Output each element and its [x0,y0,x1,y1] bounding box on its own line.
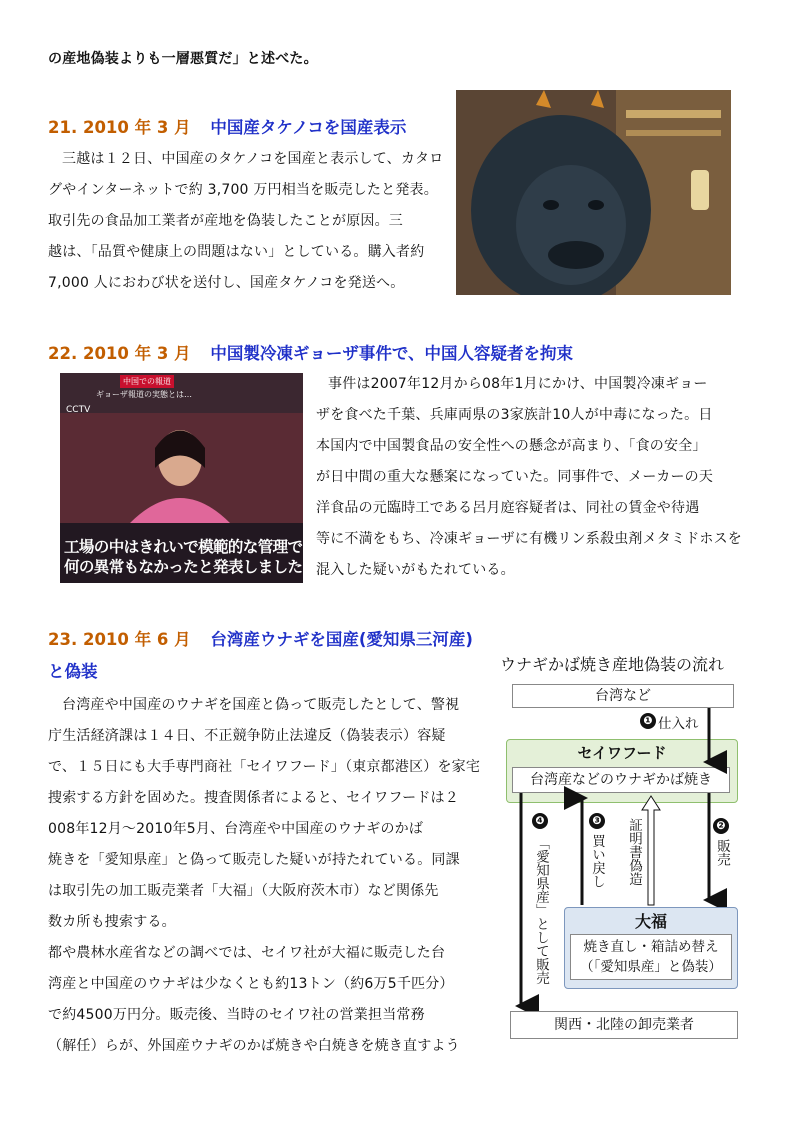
eel-fraud-flow-diagram [498,650,760,1050]
diagram-title: ウナギかば焼き産地偽装の流れ [500,655,725,674]
origin-label: 台湾など [595,688,651,704]
step4-label: 「愛知県産」として販売 [533,836,549,985]
company-name: セイワフード [577,744,667,762]
tv-news-photo [60,373,303,583]
section-23-title-line2: と偽装 [48,662,98,681]
product-label: 台湾産などのウナギかば焼き [530,772,712,788]
section-22-body [316,369,756,586]
step3-label: 買い戻し [589,834,605,888]
section-23-heading [48,626,473,650]
daifuku-action-box [570,934,732,980]
daifuku-action-line1: 焼き直し・箱詰め替え [583,939,719,955]
section-23-number: 23. 2010 年 6 月 [48,630,191,649]
section-21-line: 越は、「品質や健康上の問題はない」としている。購入者約 [48,244,425,260]
section-23-title-line1: 台湾産ウナギを国産(愛知県三河産) [210,630,473,649]
step3-number: ❸ [589,813,605,829]
section-22-line: 本国内で中国製食品の安全性への懸念が高まり、「食の安全」 [316,438,707,454]
step1-number: ❶ [640,713,656,729]
section-23-line: 都や農林水産省などの調べでは、セイワ社が大福に販売した台 [48,945,446,961]
section-22-line: 等に不満をもち、冷凍ギョーザに有機リン系殺虫剤メタミドホスを [316,531,742,547]
section-21-title: 中国産タケノコを国産表示 [210,118,407,137]
section-22-line: 混入した疑いがもたれている。 [316,562,515,578]
section-22-heading [48,340,573,364]
section-21-body [48,144,448,299]
step1-label: 仕入れ [658,716,699,732]
arrow-certificate [642,796,660,905]
tv-caption-sub: ギョーザ報道の実態とは… [96,390,192,399]
daifuku-action-line2: （「愛知県産」と偽装） [580,959,722,975]
section-21-number: 21. 2010 年 3 月 [48,118,191,137]
section-22-title: 中国製冷凍ギョーザ事件で、中国人容疑者を拘束 [210,344,574,363]
section-23-line: で、１５日にも大手専門商社「セイワフード」（東京都港区）を家宅 [48,759,481,775]
section-21-line: 取引先の食品加工業者が産地を偽装したことが原因。三 [48,213,403,229]
section-22-line: ザを食べた千葉、兵庫両県の3家族計10人が中毒になった。日 [316,407,713,423]
tv-subtitle-line: 工場の中はきれいで模範的な管理で [64,538,303,556]
daifuku-name: 大福 [634,912,667,931]
certificate-label: 証明書偽造 [626,818,642,886]
intro-line: の産地偽装よりも一層悪質だ」と述べた。 [48,51,318,67]
wholesale-label: 関西・北陸の卸売業者 [554,1017,694,1033]
section-21-line: グやインターネットで約 3,700 万円相当を販売したと発表。 [48,182,438,198]
wholesale-box [510,1011,738,1039]
section-22-line: 洋食品の元臨時工である呂月庭容疑者は、同社の賃金や待遇 [316,500,700,516]
section-23-line: 焼きを「愛知県産」と偽って販売した疑いが持たれている。同課 [48,852,460,868]
step4-number: ❹ [532,813,548,829]
section-23-line: で約4500万円分。販売後、当時のセイワ社の営業担当常務 [48,1007,425,1023]
section-21-heading [48,114,406,138]
section-23-line: （解任）らが、外国産ウナギのかば焼きや白焼きを焼き直すよう [48,1038,460,1054]
lion-statue-photo [456,90,731,295]
step2-number: ❷ [713,818,729,834]
tv-subtitle-line: 何の異常もなかったと発表しました [64,558,303,576]
step2-label: 販売 [714,839,730,866]
lion-statue-image [456,90,731,295]
section-23-heading-line2 [48,658,98,682]
tv-subtitle [64,537,303,577]
section-23-line: は取引先の加工販売業者「大福」（大阪府茨木市）など関係先 [48,883,439,899]
section-21-line: 7,000 人におわび状を送付し、国産タケノコを発送へ。 [48,275,405,291]
tv-channel-logo: CCTV [66,405,91,415]
section-23-line: 008年12月～2010年5月、台湾産や中国産のウナギのかば [48,821,424,837]
section-23-line: 数カ所も捜索する。 [48,914,176,930]
section-23-line: 湾産と中国産のウナギは少なくとも約13トン（約6万5千匹分） [48,976,454,992]
section-23-body [48,690,488,1062]
section-22-line: 事件は2007年12月から08年1月にかけ、中国製冷凍ギョー [328,376,708,392]
section-22-number: 22. 2010 年 3 月 [48,344,191,363]
section-23-line: 庁生活経済課は１４日、不正競争防止法違反（偽装表示）容疑 [48,728,446,744]
section-21-line: 三越は１２日、中国産のタケノコを国産と表示して、カタロ [62,151,444,167]
section-23-line: 捜索する方針を固めた。捜査関係者によると、セイワフードは２ [48,790,459,806]
section-22-line: が日中間の重大な懸案になっていた。同事件で、メーカーの天 [316,469,714,485]
section-23-line: 台湾産や中国産のウナギを国産と偽って販売したとして、警視 [62,697,460,713]
tv-caption-top: 中国での報道 [120,375,174,388]
